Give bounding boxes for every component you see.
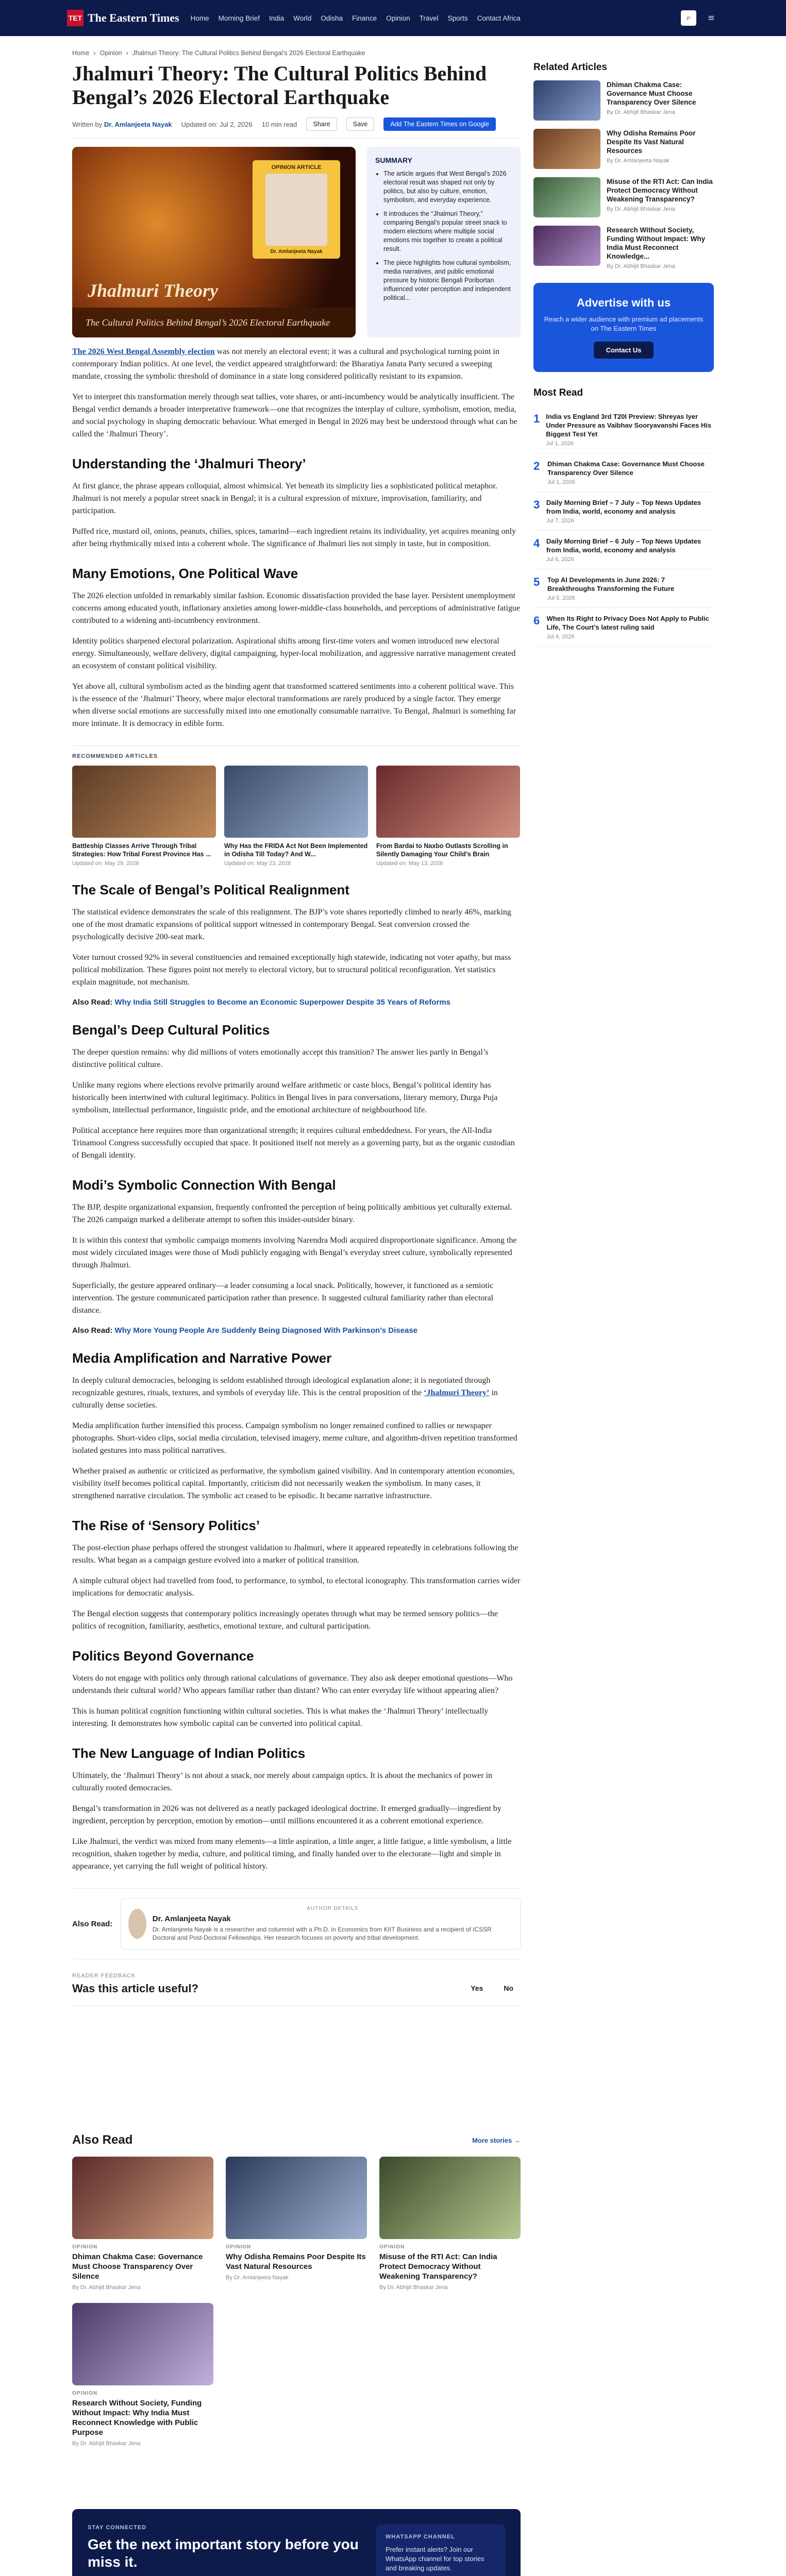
most-read-item[interactable]: 6 When Its Right to Privacy Does Not Apply to Public Life, The Court’s latest ruling said Jul 4, 2026 <box>533 608 714 647</box>
paragraph: Identity politics sharpened electoral polarization. Aspirational shifts among first-time voters and women introduced new electoral energy. Simultaneously, welfare delivery, digital campaigning, hyper-local mobilization, and aggressive narrative management created an ecosystem of constant political visibility. <box>72 637 516 670</box>
recommended-thumbnail <box>376 766 520 838</box>
sidebar <box>533 62 714 647</box>
breadcrumb-section[interactable]: Opinion <box>99 49 122 57</box>
article-body <box>72 346 521 1873</box>
section-heading: Politics Beyond Governance <box>72 1648 254 1664</box>
related-thumbnail <box>533 129 600 169</box>
author-label: Also Read: <box>72 1919 113 1928</box>
related-item-by: By Dr. Amlanjeeta Nayak <box>607 158 670 164</box>
section-heading: Media Amplification and Narrative Power <box>72 1350 332 1366</box>
paragraph: Superficially, the gesture appeared ordinary—a leader consuming a local snack. Politically, however, it functioned as a semiotic intervention. The gesture communicated participation rather than presence. It suggested cultural familiarity rather than electoral distance. <box>72 1281 494 1315</box>
article-main <box>72 62 521 2006</box>
also-read-card[interactable]: OPINION Research Without Society, Funding Without Impact: Why India Must Reconnect Knowledge with Public Purpose By Dr. Abhijit Bhaskar Jena <box>72 2303 213 2447</box>
recommended-card-date: Updated on: May 29, 2026 <box>72 860 139 867</box>
nav-item[interactable]: Finance <box>352 14 377 22</box>
section-heading: The Scale of Bengal’s Political Realignment <box>72 882 349 897</box>
recommended-card[interactable] <box>376 766 520 867</box>
most-read-item[interactable]: 2 Dhiman Chakma Case: Governance Must Choose Transparency Over Silence Jul 1, 2026 <box>533 453 714 492</box>
nav-item[interactable]: Sports <box>447 14 468 22</box>
breadcrumb-current: Jhalmuri Theory: The Cultural Politics Behind Bengal’s 2026 Electoral Earthquake <box>132 49 365 57</box>
author-bio: Dr. Amlanjeeta Nayak is a researcher and columnist with a Ph.D. in Economics from KIIT Business and a recipient of ICSSR Doctoral and Post-Doctoral Fellowships. Her research focuses on poverty and tribal development. <box>152 1926 492 1941</box>
breadcrumb-home[interactable]: Home <box>72 49 90 57</box>
summary-title: SUMMARY <box>375 156 412 164</box>
recommended-thumbnail <box>72 766 216 838</box>
hero-brand: Jhalmuri Theory <box>88 280 219 301</box>
author-photo <box>265 174 327 246</box>
advertise-text: Reach a wider audience with premium ad placements on The Eastern Times <box>544 315 704 332</box>
related-item-by: By Dr. Abhijit Bhaskar Jena <box>607 206 675 212</box>
related-thumbnail <box>533 80 600 121</box>
summary-item: • The piece highlights how cultural symbolism, media narratives, and public emotional pressure by historic Bengali Poribortan influenced voter perception and independent political... <box>383 259 512 302</box>
stay-connected <box>72 2509 521 2576</box>
paragraph: Voter turnout crossed 92% in several constituencies and remained exceptionally high statewide, indicating not voter apathy, but mass political mobilization. These figures point not merely to electoral victory, but to structural political reconfiguration. Yet statistics explain magnitude, not mechanism. <box>72 953 511 987</box>
also-read-card[interactable]: OPINION Why Odisha Remains Poor Despite Its Vast Natural Resources By Dr. Amlanjeeta Nayak <box>226 2157 367 2291</box>
summary-box <box>367 147 521 337</box>
inline-link[interactable]: The 2026 West Bengal Assembly election <box>72 347 215 356</box>
inline-emphasis: ‘Jhalmuri Theory’ <box>424 1388 490 1397</box>
main-nav <box>191 14 521 22</box>
related-item-title: Misuse of the RTI Act: Can India Protect Democracy Without Weakening Transparency? <box>607 178 713 203</box>
paragraph: In deeply cultural democracies, belonging is seldom established through ideological explanation alone; it is negotiated through recognizable gestures, rituals, textures, and symbols of everyday life. This is the central proposition of the ‘Jhalmuri Theory’ in culturally dense societies. <box>72 1376 498 1410</box>
paragraph: It is within this context that symbolic campaign moments involving Narendra Modi acquired disproportionate significance. Among the most widely circulated images were those of Modi publicly engaging with Bengal’s everyday street culture, symbolically represented through Jhalmuri. <box>72 1236 517 1269</box>
paragraph: The post-election phase perhaps offered the strongest validation to Jhalmuri, where it appeared repeatedly in celebrations following the results. What began as a campaign gesture evolved into a marker of political transition. <box>72 1544 519 1565</box>
paragraph: The BJP, despite organizational expansion, frequently confronted the perception of being politically ambitious yet culturally external. The 2026 campaign marked a deliberate attempt to soften this insider-outsider binary. <box>72 1203 512 1224</box>
paragraph: Media amplification further intensified this process. Campaign symbolism no longer remained confined to rallies or newspaper photographs. Short-video clips, social media circulation, televised imagery, meme culture, and algorithm-driven repetition transformed isolated gestures into mass political narratives. <box>72 1421 517 1455</box>
related-item-title: Dhiman Chakma Case: Governance Must Choose Transparency Over Silence <box>607 81 696 106</box>
search-icon[interactable]: ⌕ <box>681 10 696 26</box>
also-read-link[interactable]: Why India Still Struggles to Become an Economic Superpower Despite 35 Years of Reforms <box>114 998 451 1007</box>
opinion-badge <box>253 160 340 259</box>
paragraph: The statistical evidence demonstrates the scale of this realignment. The BJP’s vote shares reportedly climbed to nearly 46%, marking one of the most dramatic expansions of political support witnessed in contemporary Bengal. Seat conversion crossed the psychologically decisive 200-seat mark. <box>72 908 511 941</box>
feedback-no-button[interactable]: No <box>504 1984 513 1992</box>
article-title: Jhalmuri Theory: The Cultural Politics Behind Bengal’s 2026 Electoral Earthquake <box>72 62 487 109</box>
card-thumbnail <box>72 2157 213 2239</box>
recommended-card-title: Battleship Classes Arrive Through Tribal Strategies: How Tribal Forest Province Has ... <box>72 842 211 858</box>
section-heading: Modi’s Symbolic Connection With Bengal <box>72 1177 336 1193</box>
related-item-by: By Dr. Abhijit Bhaskar Jena <box>607 263 675 269</box>
paragraph: Bengal’s transformation in 2026 was not delivered as a neatly packaged ideological doctrine. It emerged gradually—ingredient by ingredient, perception by perception, emotion by emotion—until millions encountered it as a coherent emotional experience. <box>72 1804 501 1825</box>
also-read-inline: Also Read: Why More Young People Are Suddenly Being Diagnosed With Parkinson’s Disease <box>72 1326 418 1335</box>
section-heading: The Rise of ‘Sensory Politics’ <box>72 1518 260 1533</box>
stay-label: STAY CONNECTED <box>88 2524 147 2531</box>
section-heading: Many Emotions, One Political Wave <box>72 566 298 581</box>
card-thumbnail <box>379 2157 521 2239</box>
related-item-by: By Dr. Abhijit Bhaskar Jena <box>607 109 675 115</box>
menu-icon[interactable]: ≡ <box>708 11 715 24</box>
recommended-card-title: Why Has the FRIDA Act Not Been Implemented in Odisha Till Today? And W... <box>224 842 368 858</box>
most-read-item[interactable]: 3 Daily Morning Brief – 7 July – Top News Updates from India, world, economy and analysis Jul 7, 2026 <box>533 492 714 531</box>
recommended-card[interactable] <box>224 766 368 867</box>
hero-author-name: Dr. Amlanjeeta Nayak <box>270 249 323 255</box>
author-name[interactable]: Dr. Amlanjeeta Nayak <box>152 1914 231 1923</box>
most-read-item[interactable]: 5 Top AI Developments in June 2026: 7 Breakthroughs Transforming the Future Jul 5, 2026 <box>533 569 714 608</box>
also-read-title: Also Read <box>72 2133 133 2147</box>
paragraph: The Bengal election suggests that contemporary politics increasingly operates through what may be termed sensory politics—the politics of recognition, familiarity, aesthetics, emotional texture, and cultural participation. <box>72 1609 498 1631</box>
breadcrumb: Home › Opinion › Jhalmuri Theory: The Cultural Politics Behind Bengal’s 2026 Electoral Earthquake <box>72 49 365 57</box>
paragraph: Yet above all, cultural symbolism acted as the binding agent that transformed scattered sentiments into a coherent political wave. This is the essence of the ‘Jhalmuri’ Theory, where major electoral transformations are rarely produced by a single factor. They emerge when diverse social emotions are successfully mixed into one emotionally consumable narrative. To Bengal, Jhalmuri is something far more intimate. It is democracy in edible form. <box>72 682 516 728</box>
feedback-question: Was this article useful? <box>72 1982 198 1995</box>
section-heading: The New Language of Indian Politics <box>72 1745 306 1761</box>
whatsapp-label: WHATSAPP CHANNEL <box>386 2534 455 2540</box>
related-thumbnail <box>533 177 600 217</box>
opinion-label: OPINION ARTICLE <box>271 164 322 171</box>
article-date: Updated on: Jul 2, 2026 <box>181 120 253 128</box>
recommended-title: RECOMMENDED ARTICLES <box>72 753 158 759</box>
nav-item[interactable]: Contact Africa <box>477 14 521 22</box>
site-header <box>0 0 786 36</box>
related-item-title: Research Without Society, Funding Without Impact: Why India Must Reconnect Knowledge... <box>607 226 706 260</box>
related-item[interactable] <box>533 177 714 217</box>
site-logo[interactable] <box>67 10 179 26</box>
feedback-label: READER FEEDBACK <box>72 1973 136 1979</box>
paragraph: At first glance, the phrase appears colloquial, almost whimsical. Yet beneath its simplicity lies a sophisticated political metaphor. Jhalmuri is not merely a popular street snack in Bengal; it is a cultural expression of mixture, improvisation, familiarity, and participation. <box>72 482 497 515</box>
logo-mark: TET <box>67 10 83 26</box>
recommended-card-date: Updated on: May 13, 2026 <box>376 860 443 867</box>
whatsapp-box <box>376 2524 505 2576</box>
paragraph: The 2026 election unfolded in remarkably similar fashion. Economic dissatisfaction provided the base layer. Persistent unemployment concerns among educated youth, inflationary anxieties among lower-middle-class households, and perceptions of administrative fatigue contributed to a widening anti-incumbency environment. <box>72 591 521 625</box>
read-time: 10 min read <box>261 120 297 128</box>
feedback-yes-button[interactable]: Yes <box>471 1984 483 1992</box>
advertise-title: Advertise with us <box>576 296 671 309</box>
also-read-inline: Also Read: Why India Still Struggles to Become an Economic Superpower Despite 35 Years of Reforms <box>72 998 451 1007</box>
recommended-card-date: Updated on: May 23, 2026 <box>224 860 291 867</box>
related-item-title: Why Odisha Remains Poor Despite Its Vast Natural Resources <box>607 129 696 155</box>
related-thumbnail <box>533 226 600 266</box>
contact-us-button[interactable]: Contact Us <box>594 342 654 359</box>
nav-item[interactable]: Opinion <box>386 14 410 22</box>
paragraph: A simple cultural object had travelled from food, to performance, to symbol, to electoral iconography. This transformation carries wider implications for democratic analysis. <box>72 1577 521 1598</box>
section-heading: Understanding the ‘Jhalmuri Theory’ <box>72 456 306 471</box>
paragraph: Unlike many regions where elections revolve primarily around welfare arithmetic or caste blocs, Bengal’s political identity has historically been intertwined with cultural legitimacy. Politics in Bengal lives in para conversations, literary memory, Durga Puja symbolism, intellectual performance, linguistic pride, and the emotional architecture of neighbourhood life. <box>72 1081 498 1114</box>
most-read-item[interactable]: 4 Daily Morning Brief – 6 July – Top News Updates from India, world, economy and analysis Jul 6, 2026 <box>533 531 714 569</box>
recommended-card-title: From Bardai to Naxbo Outlasts Scrolling in Silently Damaging Your Child’s Brain <box>376 842 508 858</box>
paragraph: Whether praised as authentic or criticized as performative, the symbolism gained visibility. And in contemporary attention economies, visibility itself becomes political capital. Importantly, criticism did not necessarily weaken the symbolism. In many cases, it strengthened narrative circulation. The symbolic act ceased to be episodic. It became narrative infrastructure. <box>72 1467 515 1500</box>
paragraph: Ultimately, the ‘Jhalmuri Theory’ is not about a snack, nor merely about campaign optics. It is about the mechanics of power in culturally rooted democracies. <box>72 1771 493 1792</box>
paragraph: The deeper question remains: why did millions of voters emotionally accept this transition? The answer lies partly in Bengal’s distinctive political culture. <box>72 1048 489 1069</box>
stay-title: Get the next important story before you miss it. <box>88 2536 359 2570</box>
recommended-articles <box>72 745 521 867</box>
nav-item[interactable]: India <box>269 14 285 22</box>
paragraph: Political acceptance here requires more than organizational strength; it requires cultural embeddedness. For years, the All-India Trinamool Congress successfully occupied that space. It positioned itself not merely as a governing party, but as the organic custodian of Bengali identity. <box>72 1126 515 1160</box>
also-read-card[interactable]: OPINION Dhiman Chakma Case: Governance Must Choose Transparency Over Silence By Dr. Abhijit Bhaskar Jena <box>72 2157 213 2291</box>
author-avatar <box>128 1909 146 1939</box>
also-read-section <box>72 2133 521 2447</box>
hero-image <box>72 147 356 337</box>
save-button[interactable]: Save <box>346 117 375 131</box>
paragraph: The 2026 West Bengal Assembly election was not merely an electoral event; it was a cultural and psychological turning point in contemporary Indian politics. At one level, the verdict appeared straightforward: the Bharatiya Janata Party secured a sweeping mandate, crossing the symbolic threshold of dominance in a state long considered politically resistant to its expansion. <box>72 347 499 381</box>
whatsapp-text: Prefer instant alerts? Join our WhatsApp channel for top stories and breaking updates. <box>386 2546 484 2572</box>
related-item[interactable] <box>533 80 714 121</box>
summary-item: • It introduces the “Jhalmuri Theory,” comparing Bengal’s popular street snack to modern elections where multiple social emotions mix together to create a political result. <box>383 210 512 253</box>
most-read-title: Most Read <box>533 387 583 398</box>
paragraph: Voters do not engage with politics only through rational calculations of governance. They also ask deeper emotional questions—Who understands their cultural world? Who appears familiar rather than distant? Who can enter everyday life without appearing alien? <box>72 1674 513 1695</box>
author-link[interactable]: Dr. Amlanjeeta Nayak <box>104 120 172 128</box>
advertise-box <box>533 283 714 372</box>
logo-text: The Eastern Times <box>88 11 179 24</box>
nav-item[interactable]: Home <box>190 14 209 22</box>
related-item[interactable] <box>533 226 714 269</box>
nav-item[interactable]: Travel <box>419 14 439 22</box>
written-by-label: Written by <box>72 120 103 128</box>
author-heading: AUTHOR DETAILS <box>307 1906 359 1911</box>
author-details <box>72 1888 521 1959</box>
share-button[interactable]: Share <box>306 117 337 131</box>
also-read-card[interactable]: OPINION Misuse of the RTI Act: Can India Protect Democracy Without Weakening Transparency? By Dr. Abhijit Bhaskar Jena <box>379 2157 521 2291</box>
related-item[interactable] <box>533 129 714 169</box>
paragraph: This is human political cognition functioning within cultural societies. This is what makes the ‘Jhalmuri Theory’ intellectually interesting. It demonstrates how symbolic capital can be converted into political capital. <box>72 1707 489 1728</box>
reader-feedback <box>72 1973 521 2006</box>
section-heading: Bengal’s Deep Cultural Politics <box>72 1022 270 1038</box>
nav-item[interactable]: World <box>293 14 312 22</box>
paragraph: Puffed rice, mustard oil, onions, peanuts, chilies, spices, tamarind—each ingredient retains its individuality, yet acquires meaning only after being rhythmically mixed into a coherent whole. The significance of Jhalmuri lies not simply in taste, but in composition. <box>72 527 516 548</box>
hero-caption: The Cultural Politics Behind Bengal’s 2026 Electoral Earthquake <box>72 308 356 337</box>
card-thumbnail <box>226 2157 367 2239</box>
google-follow-button[interactable]: Add The Eastern Times on Google <box>383 117 496 131</box>
card-thumbnail <box>72 2303 213 2385</box>
more-stories-link[interactable]: More stories → <box>472 2136 521 2144</box>
summary-item: • The article argues that West Bengal’s 2026 electoral result was shaped not only by politics, but also by culture, emotion, symbolism, and everyday experience. <box>383 170 512 205</box>
also-read-link[interactable]: Why More Young People Are Suddenly Being Diagnosed With Parkinson’s Disease <box>114 1326 418 1335</box>
recommended-card[interactable] <box>72 766 216 867</box>
nav-item[interactable]: Odisha <box>321 14 343 22</box>
paragraph: Yet to interpret this transformation merely through seat tallies, vote shares, or anti-incumbency would be analytically insufficient. The Bengal verdict demands a broader interpretative framework—one that recognizes the interplay of culture, symbolism, emotion, media, and social psychology in shaping democratic behaviour. What emerged in Bengal in 2026 may best be understood through what can be called the ‘Jhalmuri Theory’. <box>72 393 517 438</box>
recommended-thumbnail <box>224 766 368 838</box>
nav-item[interactable]: Morning Brief <box>218 14 260 22</box>
most-read-item[interactable]: 1 India vs England 3rd T20I Preview: Shreyas Iyer Under Pressure as Vaibhav Sooryavanshi Faces His Biggest Test Yet Jul 1, 2026 <box>533 406 714 453</box>
related-title: Related Articles <box>533 62 607 73</box>
article-meta <box>72 117 521 139</box>
paragraph: Like Jhalmuri, the verdict was mixed from many elements—a little aspiration, a little anger, a little fatigue, a little symbolism, a little recognition, shaken together by media, culture, and political timing, and finally handed over to the electorate—light and simple in appearance, yet carrying the full weight of political history. <box>72 1837 512 1871</box>
